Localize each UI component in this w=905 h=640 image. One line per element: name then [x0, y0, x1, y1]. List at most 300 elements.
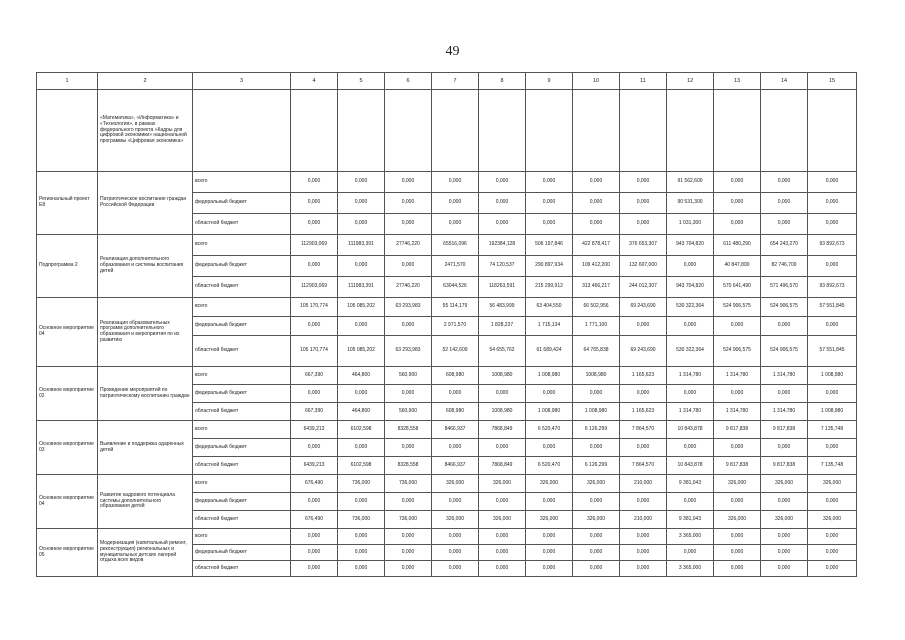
- value-cell: 0,000: [714, 493, 761, 511]
- value-cell: 10 843,878: [667, 421, 714, 439]
- value-cell: 0,000: [573, 385, 620, 403]
- value-cell: 0,000: [761, 545, 808, 561]
- column-number: 4: [291, 73, 338, 90]
- funding-source-label: областной бюджет: [193, 277, 291, 298]
- value-cell: 0,000: [432, 561, 479, 577]
- value-cell: 0,000: [479, 172, 526, 193]
- value-cell: 0,000: [526, 385, 573, 403]
- value-cell: 63044,526: [432, 277, 479, 298]
- value-cell: 210,000: [620, 475, 667, 493]
- value-cell: 0,000: [573, 214, 620, 235]
- funding-source-label: всего: [193, 172, 291, 193]
- value-cell: 1 008,980: [526, 367, 573, 385]
- value-cell: 0,000: [526, 439, 573, 457]
- value-cell: 0,000: [761, 561, 808, 577]
- funding-source-label: федеральный бюджет: [193, 256, 291, 277]
- value-cell: 27746,220: [385, 277, 432, 298]
- value-cell: 0,000: [338, 545, 385, 561]
- value-cell: 0,000: [291, 385, 338, 403]
- value-cell: 1008,980: [479, 403, 526, 421]
- value-cell: 111983,391: [338, 235, 385, 256]
- value-cell: 0,000: [338, 256, 385, 277]
- funding-source-label: областной бюджет: [193, 457, 291, 475]
- value-cell: 0,000: [432, 193, 479, 214]
- value-cell: 676,490: [291, 511, 338, 529]
- value-cell: 654 243,270: [761, 235, 808, 256]
- value-cell: 0,000: [573, 493, 620, 511]
- value-cell: 63 293,983: [385, 298, 432, 317]
- empty-cell: [291, 90, 338, 172]
- value-cell: 6102,598: [338, 421, 385, 439]
- table-row: [37, 235, 857, 256]
- column-number: 6: [385, 73, 432, 90]
- value-cell: 0,000: [291, 172, 338, 193]
- value-cell: 0,000: [432, 493, 479, 511]
- value-cell: 9 381,043: [667, 475, 714, 493]
- column-number: 11: [620, 73, 667, 90]
- value-cell: 608,980: [432, 367, 479, 385]
- value-cell: 0,000: [385, 561, 432, 577]
- value-cell: 0,000: [526, 214, 573, 235]
- value-cell: 0,000: [714, 317, 761, 336]
- value-cell: 57 551,845: [808, 336, 857, 367]
- value-cell: 0,000: [479, 385, 526, 403]
- value-cell: 313 466,217: [573, 277, 620, 298]
- value-cell: 524 906,575: [714, 298, 761, 317]
- value-cell: 0,000: [526, 493, 573, 511]
- value-cell: 326,000: [573, 511, 620, 529]
- value-cell: 0,000: [808, 385, 857, 403]
- value-cell: 326,000: [432, 475, 479, 493]
- value-cell: 0,000: [714, 561, 761, 577]
- value-cell: 0,000: [808, 439, 857, 457]
- value-cell: 736,000: [385, 511, 432, 529]
- value-cell: 8466,937: [432, 457, 479, 475]
- value-cell: 0,000: [338, 317, 385, 336]
- value-cell: 91 562,600: [667, 172, 714, 193]
- value-cell: 0,000: [808, 529, 857, 545]
- value-cell: 1 314,780: [667, 403, 714, 421]
- table-row: [37, 475, 857, 493]
- value-cell: 0,000: [432, 385, 479, 403]
- value-cell: 326,000: [714, 475, 761, 493]
- value-cell: 560,900: [385, 367, 432, 385]
- block-name: Реализация образовательных программ дополнительного образования и мероприятия по их развитию: [98, 298, 193, 367]
- value-cell: 0,000: [479, 439, 526, 457]
- value-cell: 1 314,780: [667, 367, 714, 385]
- value-cell: 0,000: [761, 385, 808, 403]
- funding-source-label: федеральный бюджет: [193, 545, 291, 561]
- column-number: 15: [808, 73, 857, 90]
- value-cell: 6102,598: [338, 457, 385, 475]
- value-cell: 943 704,820: [667, 235, 714, 256]
- value-cell: 0,000: [573, 172, 620, 193]
- value-cell: 57 551,845: [808, 298, 857, 317]
- value-cell: 6439,213: [291, 457, 338, 475]
- value-cell: 7868,849: [479, 421, 526, 439]
- value-cell: 1 165,623: [620, 367, 667, 385]
- value-cell: 1 828,237: [479, 317, 526, 336]
- value-cell: 1 008,980: [573, 403, 620, 421]
- value-cell: 105 170,774: [291, 298, 338, 317]
- value-cell: 326,000: [432, 511, 479, 529]
- value-cell: 326,000: [808, 511, 857, 529]
- value-cell: 0,000: [808, 317, 857, 336]
- value-cell: 8466,937: [432, 421, 479, 439]
- block-name: Проведение мероприятий по патриотическому воспитанию граждан: [98, 367, 193, 421]
- value-cell: 0,000: [761, 317, 808, 336]
- value-cell: 0,000: [432, 545, 479, 561]
- value-cell: 524 906,575: [761, 298, 808, 317]
- value-cell: 0,000: [432, 529, 479, 545]
- block-name: Модернизация (капитальный ремонт, реконструкция) региональных и муниципальных детских лагерей отдыха всех видов: [98, 529, 193, 577]
- value-cell: 40 847,800: [714, 256, 761, 277]
- value-cell: 7 864,570: [620, 457, 667, 475]
- value-cell: 0,000: [620, 317, 667, 336]
- value-cell: 109 412,200: [573, 256, 620, 277]
- value-cell: 111983,391: [338, 277, 385, 298]
- value-cell: 0,000: [291, 545, 338, 561]
- value-cell: 0,000: [432, 439, 479, 457]
- value-cell: 0,000: [714, 172, 761, 193]
- value-cell: 943 704,820: [667, 277, 714, 298]
- column-number: 5: [338, 73, 385, 90]
- funding-source-label: областной бюджет: [193, 214, 291, 235]
- funding-source-label: всего: [193, 235, 291, 256]
- value-cell: 112903,069: [291, 235, 338, 256]
- value-cell: 0,000: [338, 214, 385, 235]
- value-cell: 0,000: [526, 561, 573, 577]
- value-cell: 0,000: [479, 493, 526, 511]
- column-number: 13: [714, 73, 761, 90]
- value-cell: 0,000: [526, 545, 573, 561]
- value-cell: 0,000: [620, 561, 667, 577]
- value-cell: 0,000: [385, 493, 432, 511]
- value-cell: 2471,570: [432, 256, 479, 277]
- value-cell: 3 365,000: [667, 561, 714, 577]
- value-cell: 326,000: [573, 475, 620, 493]
- column-number: 3: [193, 73, 291, 90]
- value-cell: 54 655,762: [479, 336, 526, 367]
- value-cell: 0,000: [667, 256, 714, 277]
- value-cell: 6 520,470: [526, 421, 573, 439]
- funding-source-label: федеральный бюджет: [193, 439, 291, 457]
- value-cell: 0,000: [808, 256, 857, 277]
- funding-source-label: всего: [193, 421, 291, 439]
- value-cell: 6 126,299: [573, 457, 620, 475]
- block-name: Развитие кадрового потенциала системы дополнительного образования детей: [98, 475, 193, 529]
- value-cell: 0,000: [761, 493, 808, 511]
- value-cell: 9 817,838: [714, 421, 761, 439]
- value-cell: 82 746,700: [761, 256, 808, 277]
- value-cell: 105 085,202: [338, 298, 385, 317]
- value-cell: 10 843,878: [667, 457, 714, 475]
- value-cell: 0,000: [808, 493, 857, 511]
- funding-source-label: всего: [193, 298, 291, 317]
- value-cell: 0,000: [338, 385, 385, 403]
- value-cell: 0,000: [291, 529, 338, 545]
- value-cell: 1 715,134: [526, 317, 573, 336]
- value-cell: 215 299,912: [526, 277, 573, 298]
- table-row: [37, 367, 857, 385]
- value-cell: 93 892,673: [808, 235, 857, 256]
- value-cell: 1 314,780: [761, 367, 808, 385]
- value-cell: 192384,128: [479, 235, 526, 256]
- value-cell: 0,000: [620, 493, 667, 511]
- value-cell: 0,000: [338, 529, 385, 545]
- value-cell: 0,000: [385, 214, 432, 235]
- funding-source-label: областной бюджет: [193, 403, 291, 421]
- value-cell: 1 314,780: [714, 403, 761, 421]
- value-cell: 0,000: [714, 214, 761, 235]
- value-cell: 0,000: [385, 317, 432, 336]
- column-number: 7: [432, 73, 479, 90]
- block-name: Реализация дополнительного образования и системы воспитания детей: [98, 235, 193, 298]
- value-cell: 530 322,364: [667, 298, 714, 317]
- value-cell: 464,800: [338, 403, 385, 421]
- column-number: 9: [526, 73, 573, 90]
- value-cell: 506 197,846: [526, 235, 573, 256]
- value-cell: 63 293,983: [385, 336, 432, 367]
- value-cell: 0,000: [667, 439, 714, 457]
- value-cell: 0,000: [291, 193, 338, 214]
- value-cell: 736,000: [338, 475, 385, 493]
- value-cell: 0,000: [620, 193, 667, 214]
- value-cell: 530 322,364: [667, 336, 714, 367]
- value-cell: 9 817,838: [761, 457, 808, 475]
- value-cell: 90 531,300: [667, 193, 714, 214]
- value-cell: 0,000: [526, 172, 573, 193]
- value-cell: 1 008,980: [808, 403, 857, 421]
- funding-source-label: федеральный бюджет: [193, 193, 291, 214]
- value-cell: 0,000: [385, 529, 432, 545]
- value-cell: 52 142,609: [432, 336, 479, 367]
- value-cell: 0,000: [385, 256, 432, 277]
- value-cell: 0,000: [291, 214, 338, 235]
- value-cell: 0,000: [479, 529, 526, 545]
- value-cell: 0,000: [808, 214, 857, 235]
- value-cell: 290 897,934: [526, 256, 573, 277]
- value-cell: 736,000: [338, 511, 385, 529]
- block-type: Региональный проект Е8: [37, 172, 98, 235]
- value-cell: 1 314,780: [714, 367, 761, 385]
- empty-cell: [714, 90, 761, 172]
- value-cell: 8328,558: [385, 457, 432, 475]
- value-cell: 0,000: [620, 385, 667, 403]
- empty-cell: [338, 90, 385, 172]
- column-number-row: [37, 73, 857, 90]
- value-cell: 608,980: [432, 403, 479, 421]
- value-cell: 0,000: [620, 172, 667, 193]
- value-cell: 611 480,290: [714, 235, 761, 256]
- value-cell: 7 864,570: [620, 421, 667, 439]
- value-cell: 0,000: [385, 385, 432, 403]
- value-cell: 7 135,748: [808, 421, 857, 439]
- funding-source-label: всего: [193, 367, 291, 385]
- value-cell: 0,000: [714, 529, 761, 545]
- value-cell: 0,000: [808, 193, 857, 214]
- value-cell: 0,000: [479, 214, 526, 235]
- value-cell: 422 878,417: [573, 235, 620, 256]
- value-cell: 376 653,307: [620, 235, 667, 256]
- value-cell: 326,000: [479, 475, 526, 493]
- column-number: 12: [667, 73, 714, 90]
- value-cell: 0,000: [573, 439, 620, 457]
- value-cell: 118263,591: [479, 277, 526, 298]
- value-cell: 676,490: [291, 475, 338, 493]
- value-cell: 7868,849: [479, 457, 526, 475]
- value-cell: 9 817,838: [761, 421, 808, 439]
- value-cell: 326,000: [526, 511, 573, 529]
- page-number: 49: [445, 44, 460, 59]
- value-cell: 326,000: [479, 511, 526, 529]
- value-cell: 0,000: [432, 214, 479, 235]
- value-cell: 0,000: [714, 439, 761, 457]
- value-cell: 0,000: [291, 439, 338, 457]
- value-cell: 0,000: [573, 561, 620, 577]
- value-cell: 0,000: [620, 439, 667, 457]
- value-cell: 1 771,100: [573, 317, 620, 336]
- column-number: 14: [761, 73, 808, 90]
- value-cell: 74 120,537: [479, 256, 526, 277]
- value-cell: 0,000: [761, 529, 808, 545]
- intro-text: «Математика», «Информатика» и «Технология», в рамках федерального проекта «Кадры для цифровой экономики» национальной программы «Цифровая экономика»: [98, 90, 193, 172]
- value-cell: 0,000: [385, 172, 432, 193]
- column-number: 8: [479, 73, 526, 90]
- value-cell: 56 483,999: [479, 298, 526, 317]
- value-cell: 326,000: [808, 475, 857, 493]
- empty-cell: [667, 90, 714, 172]
- value-cell: 0,000: [573, 545, 620, 561]
- value-cell: 571 496,570: [761, 277, 808, 298]
- table-row: [37, 172, 857, 193]
- value-cell: 524 906,575: [761, 336, 808, 367]
- value-cell: 27746,220: [385, 235, 432, 256]
- block-type: Основное мероприятие 04: [37, 298, 98, 367]
- value-cell: 667,390: [291, 403, 338, 421]
- empty-cell: [526, 90, 573, 172]
- value-cell: 1008,980: [573, 367, 620, 385]
- block-type: Основное мероприятие 05: [37, 529, 98, 577]
- value-cell: 0,000: [573, 529, 620, 545]
- value-cell: 0,000: [291, 493, 338, 511]
- value-cell: 0,000: [291, 317, 338, 336]
- value-cell: 326,000: [714, 511, 761, 529]
- value-cell: 7 135,748: [808, 457, 857, 475]
- empty-cell: [193, 90, 291, 172]
- value-cell: 6 520,470: [526, 457, 573, 475]
- value-cell: 0,000: [714, 545, 761, 561]
- value-cell: 66 502,956: [573, 298, 620, 317]
- funding-source-label: областной бюджет: [193, 511, 291, 529]
- empty-cell: [620, 90, 667, 172]
- empty-cell: [432, 90, 479, 172]
- value-cell: 0,000: [714, 193, 761, 214]
- empty-cell: [573, 90, 620, 172]
- empty-cell: [761, 90, 808, 172]
- value-cell: 61 689,424: [526, 336, 573, 367]
- value-cell: 0,000: [479, 193, 526, 214]
- block-type: Основное мероприятие 03: [37, 421, 98, 475]
- funding-source-label: всего: [193, 475, 291, 493]
- empty-cell: [37, 90, 98, 172]
- value-cell: 9 817,838: [714, 457, 761, 475]
- table-body: [37, 73, 857, 577]
- column-number: 1: [37, 73, 98, 90]
- value-cell: 0,000: [338, 561, 385, 577]
- value-cell: 105 085,202: [338, 336, 385, 367]
- value-cell: 667,390: [291, 367, 338, 385]
- funding-source-label: всего: [193, 529, 291, 545]
- value-cell: 0,000: [479, 545, 526, 561]
- empty-cell: [479, 90, 526, 172]
- value-cell: 0,000: [385, 193, 432, 214]
- value-cell: 3 365,000: [667, 529, 714, 545]
- value-cell: 0,000: [338, 493, 385, 511]
- value-cell: 8328,558: [385, 421, 432, 439]
- table-row: [37, 421, 857, 439]
- value-cell: 1 314,780: [761, 403, 808, 421]
- value-cell: 132 607,000: [620, 256, 667, 277]
- value-cell: 0,000: [573, 193, 620, 214]
- value-cell: 1 165,623: [620, 403, 667, 421]
- funding-source-label: федеральный бюджет: [193, 385, 291, 403]
- value-cell: 0,000: [667, 545, 714, 561]
- value-cell: 0,000: [338, 439, 385, 457]
- value-cell: 326,000: [761, 511, 808, 529]
- value-cell: 65516,096: [432, 235, 479, 256]
- value-cell: 0,000: [761, 172, 808, 193]
- block-name: Выявление и поддержка одаренных детей: [98, 421, 193, 475]
- value-cell: 1 031,300: [667, 214, 714, 235]
- value-cell: 560,900: [385, 403, 432, 421]
- funding-source-label: областной бюджет: [193, 561, 291, 577]
- value-cell: 9 381,043: [667, 511, 714, 529]
- table-row: [37, 298, 857, 317]
- funding-source-label: федеральный бюджет: [193, 317, 291, 336]
- value-cell: 6 126,299: [573, 421, 620, 439]
- value-cell: 0,000: [808, 561, 857, 577]
- value-cell: 570 641,490: [714, 277, 761, 298]
- column-number: 10: [573, 73, 620, 90]
- value-cell: 0,000: [761, 214, 808, 235]
- block-type: Основное мероприятие 02: [37, 367, 98, 421]
- funding-source-label: федеральный бюджет: [193, 493, 291, 511]
- value-cell: 6439,213: [291, 421, 338, 439]
- value-cell: 0,000: [291, 561, 338, 577]
- value-cell: 0,000: [714, 385, 761, 403]
- value-cell: 69 243,690: [620, 298, 667, 317]
- intro-row: [37, 90, 857, 172]
- empty-cell: [808, 90, 857, 172]
- value-cell: 0,000: [620, 529, 667, 545]
- value-cell: 63 404,550: [526, 298, 573, 317]
- block-type: Основное мероприятие 04: [37, 475, 98, 529]
- value-cell: 0,000: [385, 439, 432, 457]
- value-cell: 64 765,838: [573, 336, 620, 367]
- value-cell: 69 243,690: [620, 336, 667, 367]
- value-cell: 0,000: [761, 439, 808, 457]
- value-cell: 0,000: [385, 545, 432, 561]
- value-cell: 0,000: [808, 545, 857, 561]
- value-cell: 326,000: [526, 475, 573, 493]
- value-cell: 0,000: [338, 193, 385, 214]
- value-cell: 0,000: [338, 172, 385, 193]
- value-cell: 524 906,575: [714, 336, 761, 367]
- value-cell: 0,000: [620, 214, 667, 235]
- value-cell: 0,000: [761, 193, 808, 214]
- value-cell: 112903,069: [291, 277, 338, 298]
